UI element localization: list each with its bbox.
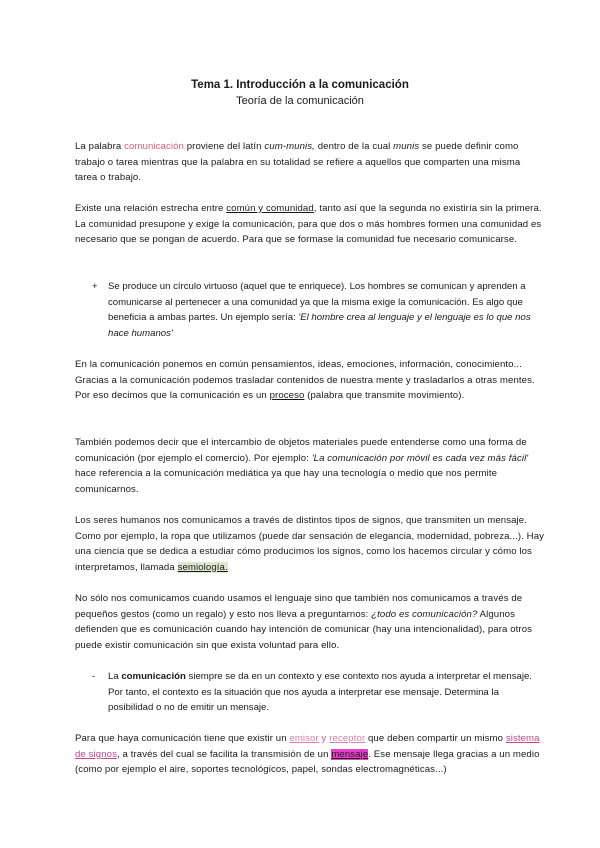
text-run: La bbox=[108, 671, 122, 682]
bullet-circulo-virtuoso bbox=[108, 279, 538, 341]
highlight-emisor: emisor bbox=[289, 733, 319, 744]
text-run: hace referencia a la comunicación mediática ya que hay una tecnología o medio que nos permite comunicarnos. bbox=[75, 468, 498, 495]
page-subtitle: Teoría de la comunicación bbox=[236, 95, 364, 107]
paragraph-gestos bbox=[75, 591, 545, 653]
text-run: dentro de la cual bbox=[314, 141, 394, 152]
italic-quote-movil: 'La comunicación por móvil es cada vez más fácil' bbox=[311, 452, 529, 464]
underline-proceso: proceso bbox=[269, 390, 305, 401]
text-run: se puede definir como trabajo o tarea mientras que la palabra en su totalidad se refiere a aquellos que comparten una misma tarea o trabajo. bbox=[75, 141, 521, 183]
paragraph-signos bbox=[75, 513, 545, 575]
bullet-contexto bbox=[108, 669, 538, 716]
page-title: Tema 1. Introducción a la comunicación bbox=[191, 79, 409, 91]
bold-comunicacion: comunicación bbox=[121, 671, 186, 682]
text-run: Para que haya comunicación tiene que existir un bbox=[75, 733, 290, 744]
text-run: , a través del cual se facilita la transmisión de un bbox=[116, 748, 332, 760]
bullet-plus-marker: + bbox=[92, 281, 98, 292]
italic-quote-lenguaje: 'El hombre crea al lenguaje y el lenguaje es lo que nos hace humanos' bbox=[108, 312, 531, 339]
text-run: , tanto así que la segunda no existiría sin la primera. La comunidad presupone y exige la comunicación, para que dos o más hombres formen una comunidad es necesario que se pongan de acuerdo. Para que se formase la comunidad fue necesario comunicarse. bbox=[75, 203, 542, 245]
paragraph-elementos bbox=[75, 731, 545, 778]
text-run: Se produce un círculo virtuoso (aquel que te enriquece). Los hombres se comunican y aprenden a comunicarse al pertenecer a una comunidad ya que la misma exige la comunicación. Es algo que beneficia a ambas partes. Un ejemplo sería: bbox=[108, 281, 526, 323]
highlight-receptor: receptor bbox=[329, 733, 366, 744]
paragraph-poner-en-comun bbox=[75, 357, 545, 404]
text-run: Los seres humanos nos comunicamos a través de distintos tipos de signos, que transmiten un mensaje. Como por ejemplo, la ropa que utilizamos (puede dar sensación de elegancia, modernidad, pobreza...). Hay una ciencia que se dedica a estudiar cómo producimos los signos, como los hacemos circular y cómo los interpretamos, llamada bbox=[75, 515, 545, 573]
italic-cum-munis: cum-munis, bbox=[264, 141, 315, 152]
highlight-comunicacion: comunicación bbox=[124, 141, 184, 152]
text-run: (palabra que transmite movimiento). bbox=[304, 390, 465, 401]
text-run: . Ese mensaje llega gracias a un medio (como por ejemplo el aire, soportes tecnológicos, papel, sondas electromagnéticas...) bbox=[75, 748, 540, 775]
highlight-semiologia: semiología. bbox=[177, 561, 228, 573]
text-run: En la comunicación ponemos en común pensamientos, ideas, emociones, información, conocimiento... Gracias a la comunicación podemos trasladar contenidos de nuestra mente y trasladarlos a otras mentes. Por eso decimos que la comunicación es un bbox=[75, 359, 535, 401]
highlight-mensaje: mensaje bbox=[331, 748, 369, 760]
text-run: La palabra bbox=[75, 141, 125, 152]
text-run: siempre se da en un contexto y ese contexto nos ayuda a interpretar el mensaje. Por tanto, el contexto es la situación que nos ayuda a interpretar ese mensaje. Determina la posibilidad o no de emitir un mensaje. bbox=[108, 671, 532, 713]
bullet-dash-marker: - bbox=[92, 671, 96, 682]
text-run: También podemos decir que el intercambio de objetos materiales puede entenderse como una forma de comunicación (por ejemplo el comercio). Por ejemplo: bbox=[75, 437, 527, 464]
underline-comun-comunidad: común y comunidad bbox=[226, 203, 314, 214]
paragraph-intercambio bbox=[75, 435, 545, 497]
text-run: Algunos defienden que es comunicación cuando hay intención de comunicar (hay una intencionalidad), para otros puede existir comunicación sin que exista voluntad para ello. bbox=[75, 608, 533, 651]
italic-munis: munis bbox=[393, 141, 420, 152]
text-run: Existe una relación estrecha entre bbox=[75, 203, 227, 214]
text-run: que deben compartir un mismo bbox=[365, 733, 506, 744]
text-run: proviene del latín bbox=[183, 141, 265, 152]
text-run: No sólo nos comunicamos cuando usamos el lenguaje sino que también nos comunicamos a través de pequeños gestos (como un regalo) y esto nos lleva a preguntarnos: bbox=[75, 593, 523, 620]
paragraph-comunidad bbox=[75, 201, 545, 248]
paragraph-etymology bbox=[75, 139, 545, 186]
italic-question: ¿todo es comunicación? bbox=[371, 608, 478, 620]
highlight-sistema-de-signos: sistema de signos bbox=[75, 733, 540, 760]
text-run: y bbox=[318, 733, 330, 744]
